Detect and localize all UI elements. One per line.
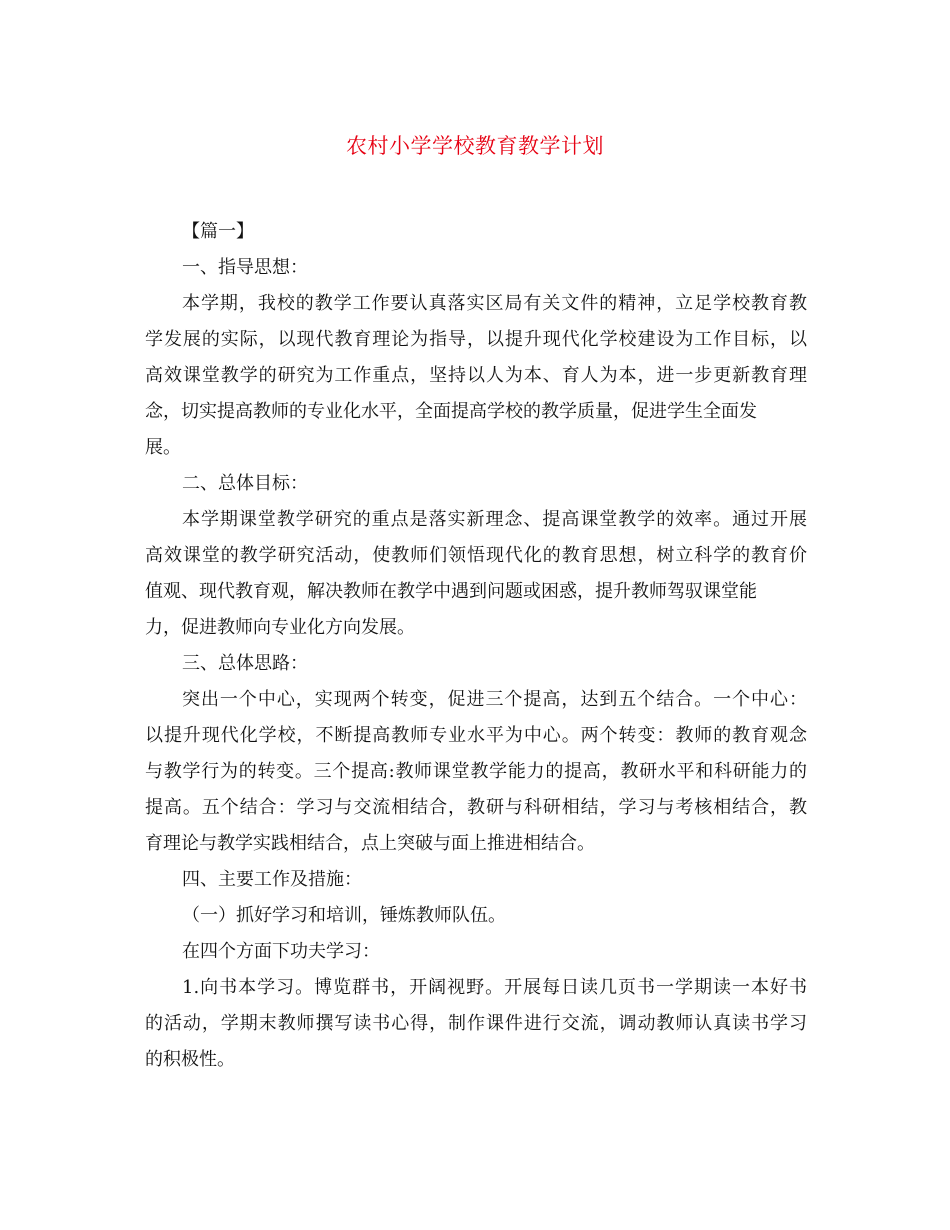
paragraph-line: 与教学行为的转变。三个提高:教师课堂教学能力的提高，教研水平和科研能力的 xyxy=(145,761,807,782)
paragraph-line: 高效课堂教学的研究为工作重点，坚持以人为本、育人为本，进一步更新教育理 xyxy=(145,365,807,386)
paragraph-line: 在四个方面下功夫学习： xyxy=(182,941,380,962)
paragraph-line: 1.向书本学习。博览群书，开阔视野。开展每日读几页书一学期读一本好书 xyxy=(182,977,807,998)
heading-guiding-thought: 一、指导思想： xyxy=(182,257,308,278)
paragraph-line: 念，切实提高教师的专业化水平，全面提高学校的教学质量，促进学生全面发 xyxy=(145,401,757,422)
paragraph-line: 提高。五个结合：学习与交流相结合，教研与科研相结，学习与考核相结合，教 xyxy=(145,797,807,818)
paragraph-line: 值观、现代教育观，解决教师在教学中遇到问题或困惑，提升教师驾驭课堂能 xyxy=(145,581,757,602)
paragraph-line: 本学期，我校的教学工作要认真落实区局有关文件的精神，立足学校教育教 xyxy=(182,293,807,314)
section-marker: 【篇一】 xyxy=(182,221,254,242)
heading-main-work: 四、主要工作及措施： xyxy=(182,869,362,890)
heading-overall-goal: 二、总体目标： xyxy=(182,473,308,494)
paragraph-line: 的活动，学期末教师撰写读书心得，制作课件进行交流，调动教师认真读书学习 xyxy=(145,1013,807,1034)
document-title: 农村小学学校教育教学计划 xyxy=(346,134,604,158)
subheading-training: （一）抓好学习和培训，锤炼教师队伍。 xyxy=(182,905,506,926)
paragraph-line: 的积极性。 xyxy=(145,1049,235,1070)
paragraph-line: 展。 xyxy=(145,437,181,458)
paragraph-line: 育理论与教学实践相结合，点上突破与面上推进相结合。 xyxy=(145,833,595,854)
document-body xyxy=(145,214,807,1078)
paragraph-line: 本学期课堂教学研究的重点是落实新理念、提高课堂教学的效率。通过开展 xyxy=(182,509,807,530)
paragraph-line: 突出一个中心，实现两个转变，促进三个提高，达到五个结合。一个中心： xyxy=(182,689,807,710)
paragraph-line: 以提升现代化学校，不断提高教师专业水平为中心。两个转变：教师的教育观念 xyxy=(145,725,807,746)
paragraph-line: 高效课堂的教学研究活动，使教师们领悟现代化的教育思想，树立科学的教育价 xyxy=(145,545,807,566)
paragraph-line: 学发展的实际，以现代教育理论为指导，以提升现代化学校建设为工作目标，以 xyxy=(145,329,807,350)
heading-overall-approach: 三、总体思路： xyxy=(182,653,308,674)
paragraph-line: 力，促进教师向专业化方向发展。 xyxy=(145,617,415,638)
